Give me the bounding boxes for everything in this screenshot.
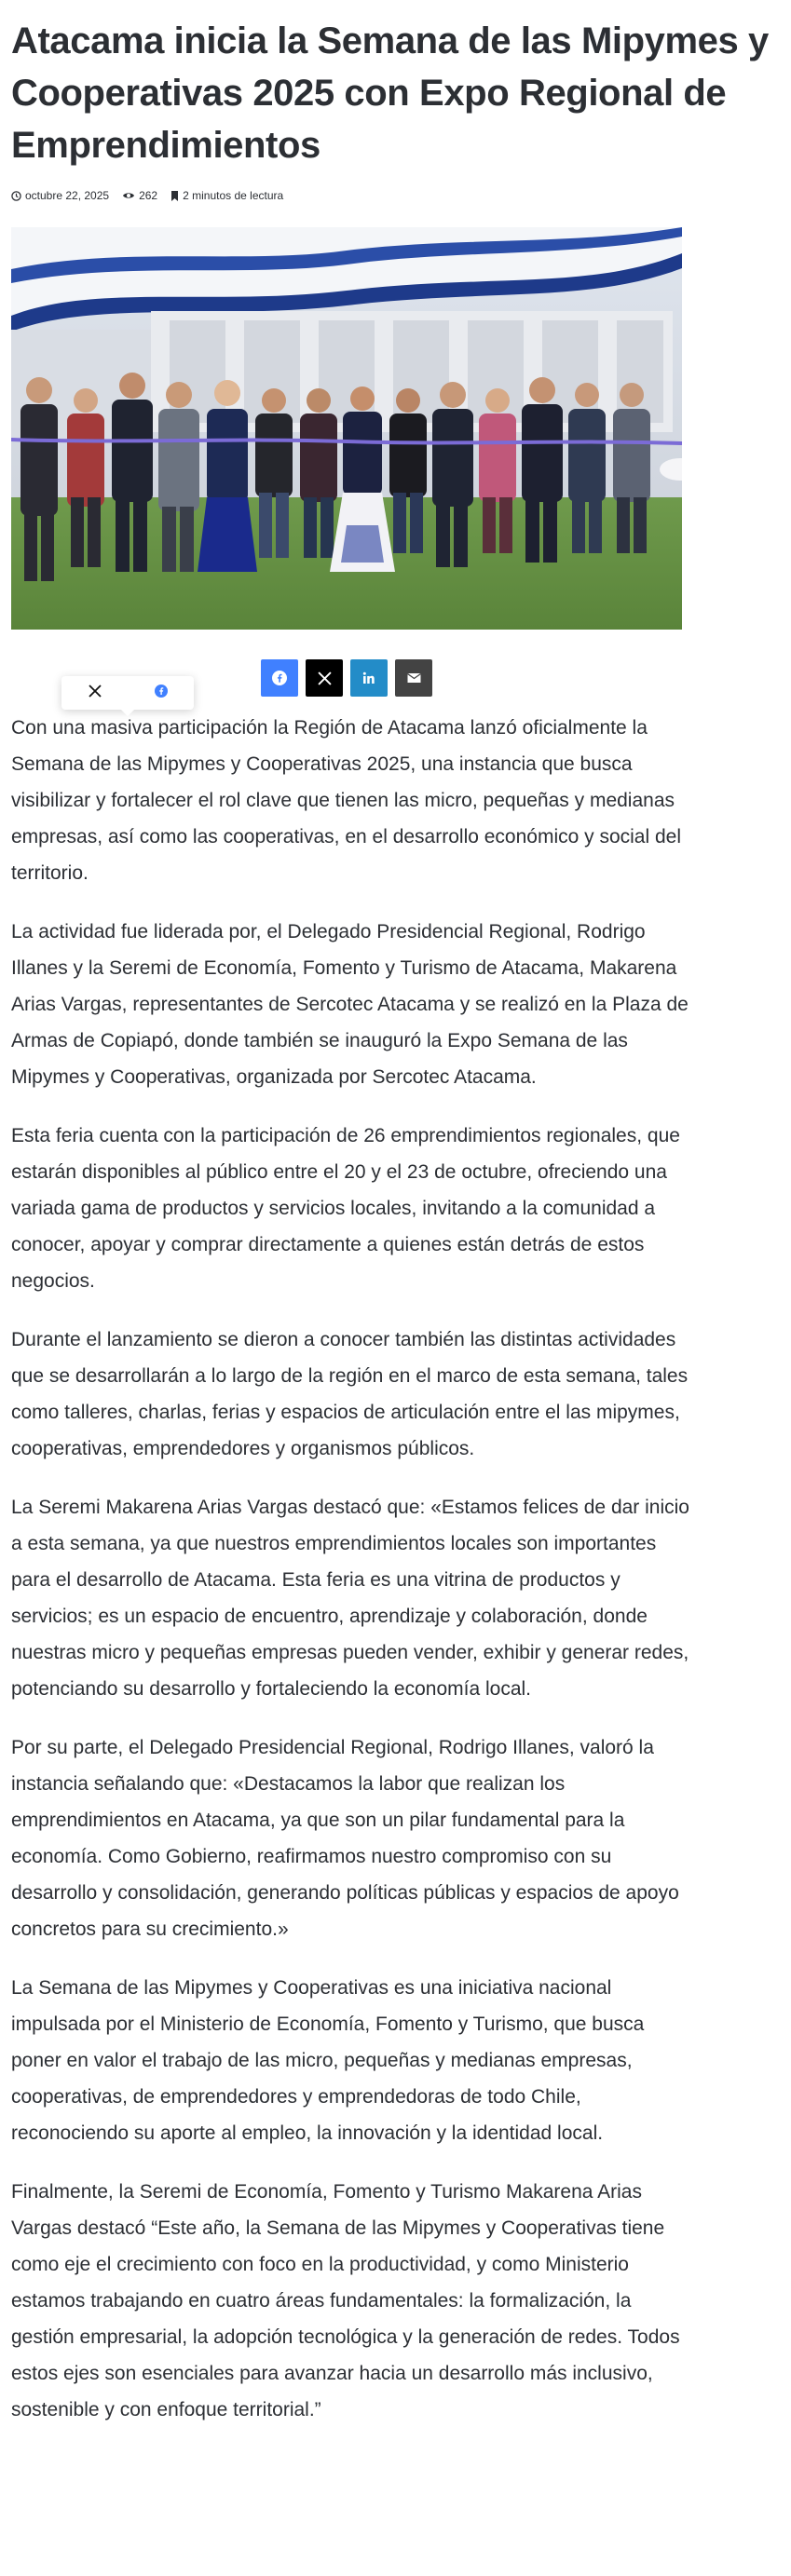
- share-buttons: [261, 659, 432, 697]
- views-count: 262: [139, 189, 158, 202]
- x-share-button[interactable]: [306, 659, 343, 697]
- x-icon[interactable]: [89, 685, 102, 702]
- meta-read-time: [170, 189, 283, 202]
- paragraph: Esta feria cuenta con la participación de 26 emprendimientos regionales, que estarán disponibles al público entre el 20 y el 23 de octubre, ofreciendo una variada gama de productos y servicios locales, invitando a la comunidad a conocer, apoyar y comprar directamente a quienes están detrás de estos negocios.: [11, 1125, 680, 1292]
- paragraph: La actividad fue liderada por, el Delegado Presidencial Regional, Rodrigo Illanes y la Seremi de Economía, Fomento y Turismo de Atacama, Makarena Arias Vargas, representantes de Sercotec Atacama y se realizó en la Plaza de Armas de Copiapó, donde también se inauguró la Expo Semana de las Mipymes y Cooperativas, organizada por Sercotec Atacama.: [11, 921, 689, 1088]
- clock-icon: [11, 191, 21, 201]
- facebook-icon[interactable]: [155, 685, 168, 702]
- paragraph: Finalmente, la Seremi de Economía, Fomento y Turismo Makarena Arias Vargas destacó “Este año, la Semana de las Mipymes y Cooperativas tiene como eje el crecimiento con foco en la productividad, y como Ministerio estamos trabajando en cuatro áreas fundamentales: la formalización, la gestión empresarial, la adopción tecnológica y la generación de redes. Todos estos ejes son esenciales para avanzar hacia un desarrollo más inclusivo, sostenible y con enfoque territorial.”: [11, 2181, 680, 2420]
- article-meta: [11, 186, 682, 205]
- paragraph: La Seremi Makarena Arias Vargas destacó que: «Estamos felices de dar inicio a esta semana, ya que nuestros emprendimientos locales son importantes para el desarrollo de Atacama. Esta feria es una vitrina de productos y servicios; es un espacio de encuentro, aprendizaje y colaboración, donde nuestras micro y pequeñas empresas pueden vender, exhibir y generar redes, potenciando su desarrollo y fortaleciendo la economía local.: [11, 1497, 689, 1700]
- date-text: octubre 22, 2025: [25, 189, 110, 202]
- facebook-share-button[interactable]: [261, 659, 298, 697]
- article-title: Atacama inicia la Semana de las Mipymes y Cooperativas 2025 con Expo Regional de Emprendimientos: [11, 20, 769, 166]
- read-time-text: 2 minutos de lectura: [183, 189, 284, 202]
- article-body: [11, 710, 689, 2428]
- share-section: [11, 630, 682, 708]
- article: [11, 0, 769, 2450]
- linkedin-share-button[interactable]: [350, 659, 388, 697]
- email-share-button[interactable]: [395, 659, 432, 697]
- bookmark-icon: [170, 191, 179, 201]
- photo-ribbon-cutting: [11, 227, 682, 630]
- paragraph: La Semana de las Mipymes y Cooperativas es una iniciativa nacional impulsada por el Ministerio de Economía, Fomento y Turismo, que busca poner en valor el trabajo de las micro, pequeñas y medianas empresas, cooperativas, de emprendedores y emprendedoras de todo Chile, reconociendo su aporte al empleo, la innovación y la identidad local.: [11, 1977, 645, 2144]
- eye-icon: [122, 191, 135, 200]
- meta-views: [122, 189, 157, 202]
- meta-date: [11, 189, 109, 202]
- paragraph: Por su parte, el Delegado Presidencial Regional, Rodrigo Illanes, valoró la instancia señalando que: «Destacamos la labor que realizan los emprendimientos en Atacama, ya que son un pilar fundamental para la economía. Como Gobierno, reafirmamos nuestro compromiso con su desarrollo y consolidación, generando políticas públicas y espacios de apoyo concretos para su crecimiento.»: [11, 1737, 679, 1940]
- x-icon: [318, 671, 332, 685]
- featured-image: [11, 227, 682, 630]
- paragraph: Con una masiva participación la Región de Atacama lanzó oficialmente la Semana de las Mipymes y Cooperativas 2025, una instancia que busca visibilizar y fortalecer el rol clave que tienen las micro, pequeñas y medianas empresas, así como las cooperativas, en el desarrollo económico y social del territorio.: [11, 717, 682, 884]
- facebook-icon: [272, 671, 287, 685]
- paragraph: Durante el lanzamiento se dieron a conocer también las distintas actividades que se desarrollarán a lo largo de la región en el marco de esta semana, tales como talleres, charlas, ferias y espacios de articulación entre el las mipymes, cooperativas, emprendedores y organismos públicos.: [11, 1329, 689, 1459]
- email-icon: [407, 672, 421, 684]
- linkedin-icon: [362, 671, 375, 685]
- share-selection-popup: [61, 676, 194, 710]
